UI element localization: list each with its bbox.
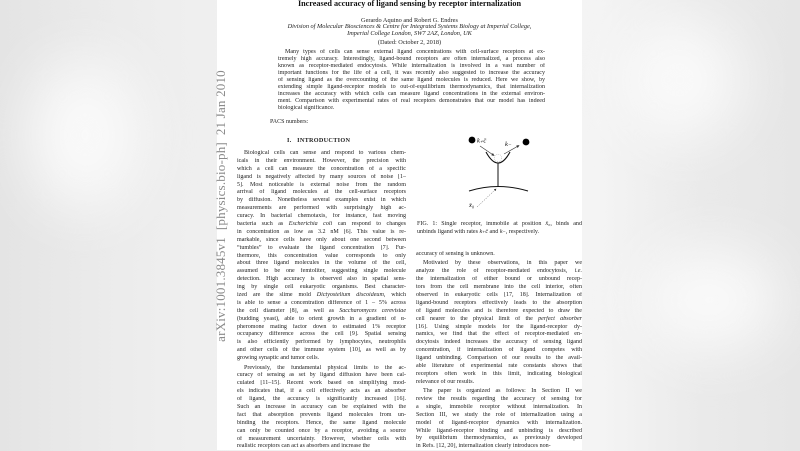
text-line: of ligand, the accuracy is significantly increased [16]. <box>237 396 406 403</box>
bound-ligand-site <box>494 154 502 162</box>
binding-rate-label: k₊c̄ <box>477 137 487 145</box>
dated: (Dated: October 2, 2018) <box>377 38 442 46</box>
text-line: (budding yeast), able to orient growth in a gradient of α- <box>237 315 406 322</box>
affiliation-line-2: Imperial College London, SW7 2AZ, London, UK <box>347 30 472 37</box>
text-line: docytosis indeed increases the accuracy of sensing ligand <box>416 339 582 346</box>
italic-text: i.e. <box>574 268 582 275</box>
text-line: which a cell can measure the concentration of a specific <box>237 165 406 172</box>
text-line: tremely high accuracy. Interestingly, ligand-bound receptors are often internalized, a process also <box>278 55 545 62</box>
text-line: ligand is negatively affected by many sources of noise [1– <box>237 173 406 180</box>
arxiv-stamp: arXiv:1001.3845v1 [physics.bio-ph] 21 Jan 2010 <box>213 70 228 342</box>
italic-text: Dictyostelium discoideum <box>316 292 384 299</box>
text-line: assumed to be one femtoliter, suggesting single molecule <box>237 268 406 275</box>
text-segment: unbinds ligand with rates <box>417 228 480 235</box>
text-line: important functions for the life of a cell, it was recently also suggested to increase the accuracy <box>278 69 545 76</box>
text-line: measurements are performed with surprisingly high ac- <box>237 205 406 212</box>
text-line: ligand-bound receptors effectively leads to the absorption <box>416 299 582 306</box>
text-line: observed in eukaryotic cells [17, 18]. Internalization of <box>416 291 582 298</box>
free-ligand-left <box>469 137 476 144</box>
text-line: arrival of ligand molecules at the cell-surface receptors <box>237 189 406 196</box>
text-segment: analyze the role of receptor-mediated endocytosis, <box>416 268 575 275</box>
text-line: is also efficiently performed by lymphocytes, neutrophils <box>237 339 406 346</box>
text-line <box>417 229 582 237</box>
text-line: Biological cells can sense and respond to various chem- <box>244 150 406 156</box>
text-segment: , respectively. <box>505 228 540 235</box>
text-line: in Refs. [12, 20], internalization clearly introduces non- <box>416 443 551 450</box>
text-line: of measurement uncertainty. However, whether cells with <box>237 435 406 442</box>
text-line: relevance of our results. <box>416 378 475 385</box>
italic-text: Escherichia coli <box>288 221 333 228</box>
italic-text: Saccharomyces cerevisiae <box>339 307 406 314</box>
figure-caption <box>417 221 582 237</box>
text-line: of ligand molecules and is therefore expected to draw the <box>416 307 582 314</box>
text-segment: ized are the slime mold <box>237 292 317 299</box>
receptor-cup <box>486 152 510 163</box>
text-line: increases the accuracy with which cells can measure ligand concentrations in the external environ- <box>278 91 545 98</box>
affiliation-line-1: Division of Molecular Biosciences & Centre for Integrated Systems Biology at Imperial College, <box>287 23 532 30</box>
text-line: While ligand-receptor binding and unbinding is described <box>416 427 582 434</box>
italic-text: k₊c̄ <box>479 228 489 235</box>
text-line: a single, immobile receptor without internalization. In <box>416 403 582 410</box>
text-segment: FIG. 1: Single receptor, immobile at position <box>417 221 546 227</box>
section-title: INTRODUCTION <box>297 136 351 144</box>
text-line: [16]. Using simple models for the ligand-receptor dy- <box>416 323 582 330</box>
text-line: accuracy of sensing is unknown. <box>416 251 495 257</box>
text-line: fact that absorption prevents ligand molecules from un- <box>237 411 406 418</box>
text-line: by equilibrium thermodynamics, as previously developed <box>416 435 582 442</box>
text-line: in concentration as low as 3.2 nM [6]. This value is re- <box>237 228 406 235</box>
text-line: pheromone mating factor down to estimated 1% receptor <box>237 323 406 330</box>
text-line: receptors often work in this limit, indicating biological <box>416 370 582 377</box>
text-line: the internalization of either bound or unbound recep- <box>416 276 582 283</box>
text-line: thermore, this concentration value corresponds to only <box>237 252 406 259</box>
text-segment: , binds and <box>550 221 582 227</box>
authors: Gerardo Aquino and Robert G. Endres <box>361 16 458 24</box>
text-line: growing synaptic and tumor cells. <box>237 355 320 362</box>
text-segment: can respond to changes <box>332 221 406 228</box>
text-line: occupancy difference across the cell [9]. Spatial sensing <box>237 331 406 338</box>
paper-title: Increased accuracy of ligand sensing by receptor internalization <box>297 0 522 8</box>
unbinding-rate-label: k₋ <box>505 141 512 148</box>
section-number: I. <box>287 136 292 144</box>
text-line: Such an increase in accuracy can be explained with the <box>237 404 406 410</box>
text-line: realistic receptors can act as absorbers and increase the <box>237 443 370 450</box>
position-vector-arrow <box>477 189 496 207</box>
text-segment: cell nearer to the physical limit of the <box>416 315 539 322</box>
text-line: ligand unbinding. Comparison of our results to the avail- <box>416 355 582 362</box>
text-line: tors from the cell membrane into the cell interior, often <box>416 284 582 291</box>
text-line: extending simple ligand-receptor models to out-of-equilibrium thermodynamics, that internalization <box>278 83 545 90</box>
text-line: Motivated by these observations, in this paper we <box>423 260 582 267</box>
text-line: 5]. Most noticeable is external noise from the random <box>237 181 406 188</box>
text-line: curacy. In bacterial chemotaxis, for instance, fast moving <box>237 213 406 220</box>
text-line: “tumbles” to evaluate the ligand concentration [7]. Fur- <box>237 244 406 251</box>
text-line: biological significance. <box>278 105 335 112</box>
text-line <box>417 221 582 229</box>
text-line: is able to sense a concentration difference of 1 – 5% across <box>237 299 406 306</box>
free-ligand-right <box>523 139 530 146</box>
text-line: Section III, we study the role of internalization using a <box>416 411 582 418</box>
italic-text: k₋ <box>499 228 506 235</box>
text-line: namics, we find that the effect of receptor-mediated en- <box>416 331 582 338</box>
text-line: culated [11–15]. Recent work based on simplifying mod- <box>237 380 406 387</box>
text-line: review the results regarding the accuracy of sensing for <box>416 396 582 403</box>
text-segment: and <box>488 228 500 235</box>
text-line: about three ligand molecules in the volume of the cell, <box>237 260 406 267</box>
pacs-numbers: PACS numbers: <box>270 118 309 125</box>
text-segment: the cell diameter [8], as well as <box>237 307 340 314</box>
text-line: icals in their environment. However, the precision with <box>237 157 406 164</box>
text-line: and other cells of the immune system [10], as well as by <box>237 347 406 354</box>
text-line: able literature of experimental rate constants shows that <box>416 362 582 369</box>
text-line: of sensing ligand as the overcounting of the same ligand molecules is reduced. Here we show, by <box>278 76 545 83</box>
text-line: detection. High accuracy is observed also in spatial sens- <box>237 276 406 283</box>
text-line: known as receptor-mediated endocytosis. While internalization is involved in a vast number of <box>278 62 545 69</box>
paragraph <box>417 221 582 237</box>
text-line: The paper is organized as follows: In Section II we <box>423 388 582 395</box>
text-line: model of ligand-receptor dynamics with internalization. <box>416 419 582 426</box>
text-line: Previously, the fundamental physical limits to the ac- <box>244 364 406 371</box>
cell-membrane <box>469 187 528 192</box>
text-segment: , which <box>383 292 406 299</box>
position-label: x̄₀ <box>469 202 475 209</box>
text-line: ing by single cell eukaryotic organisms. Best character- <box>237 284 406 291</box>
text-line: can only be counted once by a receptor, avoiding a source <box>237 427 406 434</box>
italic-text: perfect absorber <box>538 315 582 322</box>
text-line: by diffusion. Nonetheless several examples exist in which <box>237 197 406 204</box>
text-line: binding the receptors. Hence, the same ligand molecule <box>237 419 406 426</box>
text-line: els indicates that, if a cell effectively acts as an absorber <box>237 388 406 395</box>
text-line: concentration, if internalization of ligand competes with <box>416 347 582 354</box>
text-line: ment. Comparison with experimental rates of real receptors demonstrates that our model has indeed <box>278 98 545 105</box>
text-line: markable, since cells have only about one second between <box>237 236 406 243</box>
text-segment: bacteria such as <box>237 221 289 228</box>
italic-text: x̄₀ <box>545 221 551 227</box>
text-line: curacy of sensing as set by ligand diffusion have been cal- <box>237 372 406 379</box>
text-line: Many types of cells can sense external ligand concentrations with cell-surface receptors at ex- <box>285 48 545 55</box>
